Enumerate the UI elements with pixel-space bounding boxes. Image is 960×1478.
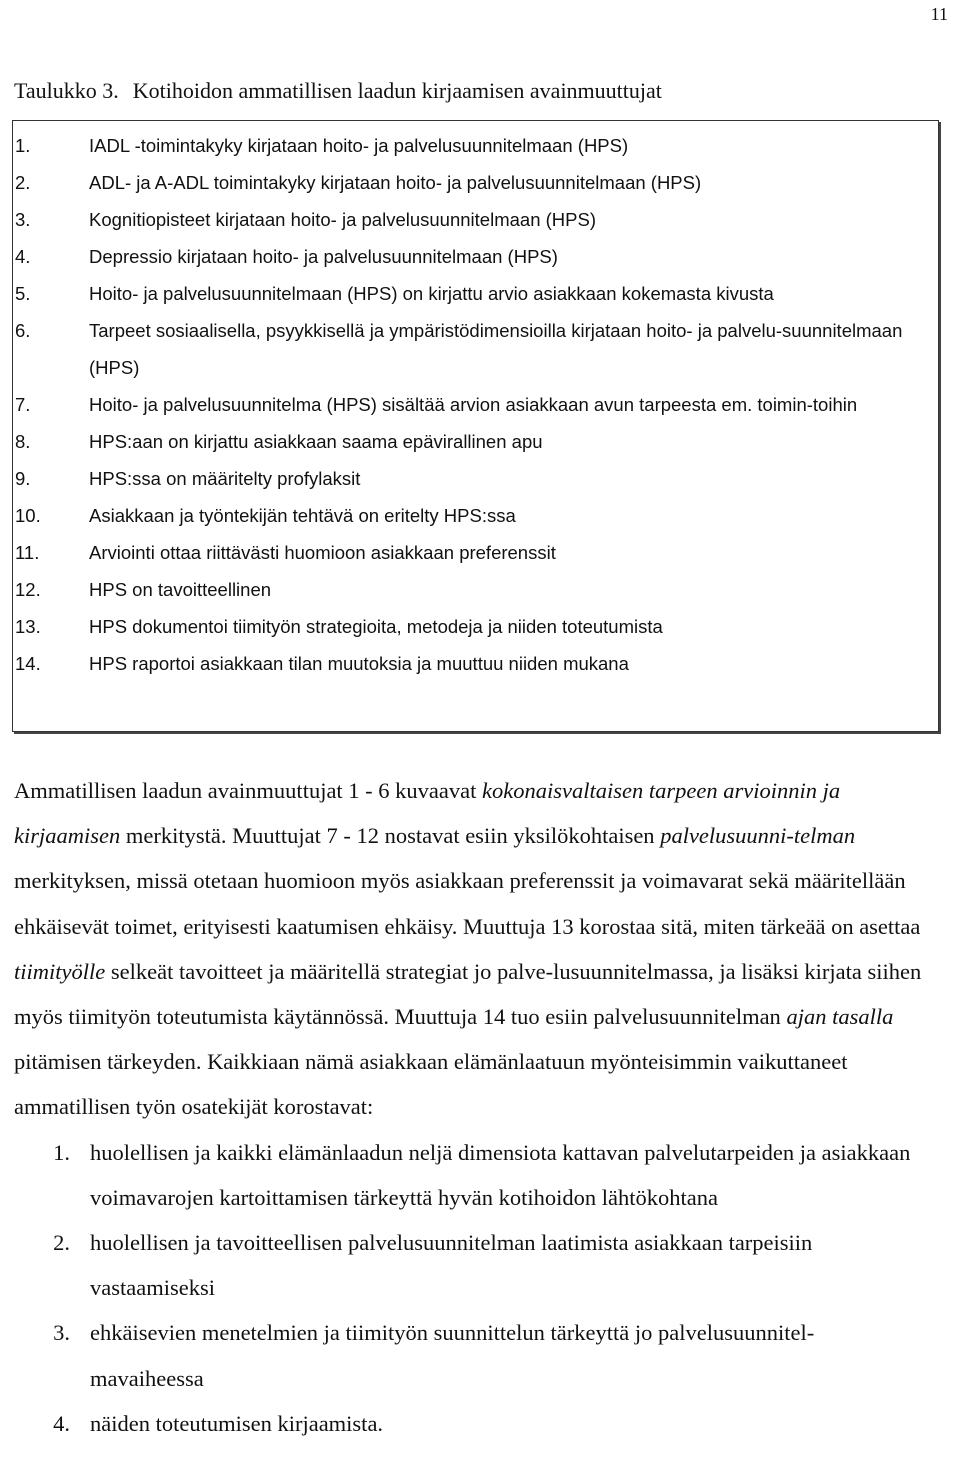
table-caption-title: Kotihoidon ammatillisen laadun kirjaamisen avainmuuttujat	[132, 78, 662, 103]
table-item	[13, 608, 938, 645]
table-item-text: Hoito- ja palvelusuunnitelmaan (HPS) on kirjattu arvio asiakkaan kokemasta kivusta	[89, 283, 774, 304]
table-item	[13, 312, 938, 386]
body-text-emphasis: palvelusuunni-telman	[660, 823, 856, 849]
table-item	[13, 497, 938, 534]
list-item-number: 2.	[53, 1230, 70, 1256]
body-text	[14, 768, 924, 1446]
list-item	[14, 1401, 924, 1446]
list-item-number: 1.	[53, 1139, 70, 1165]
table-item-number: 5.	[15, 283, 31, 304]
list-item-text: huolellisen ja kaikki elämänlaadun neljä dimensiota kattavan palvelutarpeiden ja asiakkaan voimavarojen kartoittamisen tärkeyttä hyvän kotihoidon lähtökohtana	[90, 1139, 911, 1210]
table-item	[13, 423, 938, 460]
body-text-segment: pitämisen tärkeyden. Kaikkiaan nämä asiakkaan elämänlaatuun myönteisimmin vaikuttaneet ammatillisen työn osatekijät korostavat:	[14, 1049, 848, 1120]
table-item-text: IADL -toimintakyky kirjataan hoito- ja palvelusuunnitelmaan (HPS)	[89, 135, 629, 156]
table-item	[13, 201, 938, 238]
numbered-list	[14, 1130, 924, 1446]
table-item-text: Tarpeet sosiaalisella, psyykkisellä ja ympäristödimensioilla kirjataan hoito- ja palvelu-suunnitelmaan (HPS)	[89, 320, 903, 378]
table-item-number: 4.	[15, 246, 31, 267]
table-item-number: 8.	[15, 431, 31, 452]
table-item-number: 2.	[15, 172, 31, 193]
table-item-number: 3.	[15, 209, 31, 230]
list-item	[14, 1220, 924, 1310]
table-item	[13, 534, 938, 571]
table-item-text: HPS dokumentoi tiimityön strategioita, metodeja ja niiden toteutumista	[89, 616, 663, 637]
table-item-text: Kognitiopisteet kirjataan hoito- ja palvelusuunnitelmaan (HPS)	[89, 209, 596, 230]
list-item-number: 4.	[53, 1410, 70, 1436]
table-item-number: 13.	[15, 616, 41, 637]
table-item-text: Arviointi ottaa riittävästi huomioon asiakkaan preferenssit	[89, 542, 556, 563]
table-item-number: 11.	[15, 542, 40, 563]
body-text-segment: selkeät tavoitteet ja määritellä strategiat jo palve-lusuunnitelmassa, ja lisäksi kirjata siihen myös tiimityön toteutumista käytännössä. Muuttuja 14 tuo esiin palvelusuunnitelman	[14, 958, 922, 1030]
table-item-number: 9.	[15, 468, 31, 489]
table-item-number: 6.	[15, 320, 31, 341]
list-item	[14, 1130, 924, 1220]
list-item-text: näiden toteutumisen kirjaamista.	[90, 1410, 384, 1436]
table-item	[13, 645, 938, 682]
table-item	[13, 127, 938, 164]
table-caption	[14, 78, 662, 104]
table-item-text: ADL- ja A-ADL toimintakyky kirjataan hoito- ja palvelusuunnitelmaan (HPS)	[89, 172, 702, 193]
table-item-number: 14.	[15, 653, 41, 674]
table-item	[13, 238, 938, 275]
table-item-text: Depressio kirjataan hoito- ja palvelusuunnitelmaan (HPS)	[89, 246, 558, 267]
table-item	[13, 386, 938, 423]
body-text-segment: Ammatillisen laadun avainmuuttujat 1 - 6 kuvaavat	[14, 778, 483, 803]
list-item-text: ehkäisevien menetelmien ja tiimityön suunnittelun tärkeyttä jo palvelusuunnitel-mavaiheessa	[90, 1320, 815, 1391]
table-item-text: HPS:ssa on määritelty profylaksit	[89, 468, 361, 489]
table-item-number: 7.	[15, 394, 31, 415]
body-text-emphasis: ajan tasalla	[786, 1004, 894, 1030]
body-text-segment: merkityksen, missä otetaan huomioon myös asiakkaan preferenssit ja voimavarat sekä määritellään ehkäisevät toimet, erityisesti kaatumisen ehkäisy. Muuttuja 13 korostaa sitä, miten tärkeää on asettaa	[14, 868, 921, 939]
list-item	[14, 1310, 924, 1400]
table-item	[13, 275, 938, 312]
body-text-emphasis: tiimityölle	[14, 958, 106, 984]
table-item-text: HPS raportoi asiakkaan tilan muutoksia ja muuttuu niiden mukana	[89, 653, 629, 674]
table-caption-label: Taulukko 3.	[14, 78, 119, 103]
body-text-emphasis: kokonaisvaltaisen tarpeen arvioinnin ja kirjaamisen	[14, 778, 841, 849]
table-item	[13, 460, 938, 497]
body-paragraph	[14, 768, 924, 1130]
table-item-text: Asiakkaan ja työntekijän tehtävä on eritelty HPS:ssa	[89, 505, 516, 526]
table-item-number: 10.	[15, 505, 41, 526]
body-text-segment: merkitystä. Muuttujat 7 - 12 nostavat esiin yksilökohtaisen	[120, 823, 661, 849]
table-item-text: HPS:aan on kirjattu asiakkaan saama epävirallinen apu	[89, 431, 543, 452]
table-list	[13, 127, 938, 682]
table-item-text: Hoito- ja palvelusuunnitelma (HPS) sisältää arvion asiakkaan avun tarpeesta em. toimin-toihin	[89, 394, 858, 415]
table-item	[13, 164, 938, 201]
table-box	[12, 120, 939, 732]
table-item-number: 12.	[15, 579, 41, 600]
page-number: 11	[930, 4, 948, 24]
table-item	[13, 571, 938, 608]
list-item-text: huolellisen ja tavoitteellisen palvelusuunnitelman laatimista asiakkaan tarpeisiin vastaamiseksi	[90, 1230, 813, 1301]
table-item-number: 1.	[15, 135, 31, 156]
list-item-number: 3.	[53, 1320, 70, 1346]
table-item-text: HPS on tavoitteellinen	[89, 579, 272, 600]
